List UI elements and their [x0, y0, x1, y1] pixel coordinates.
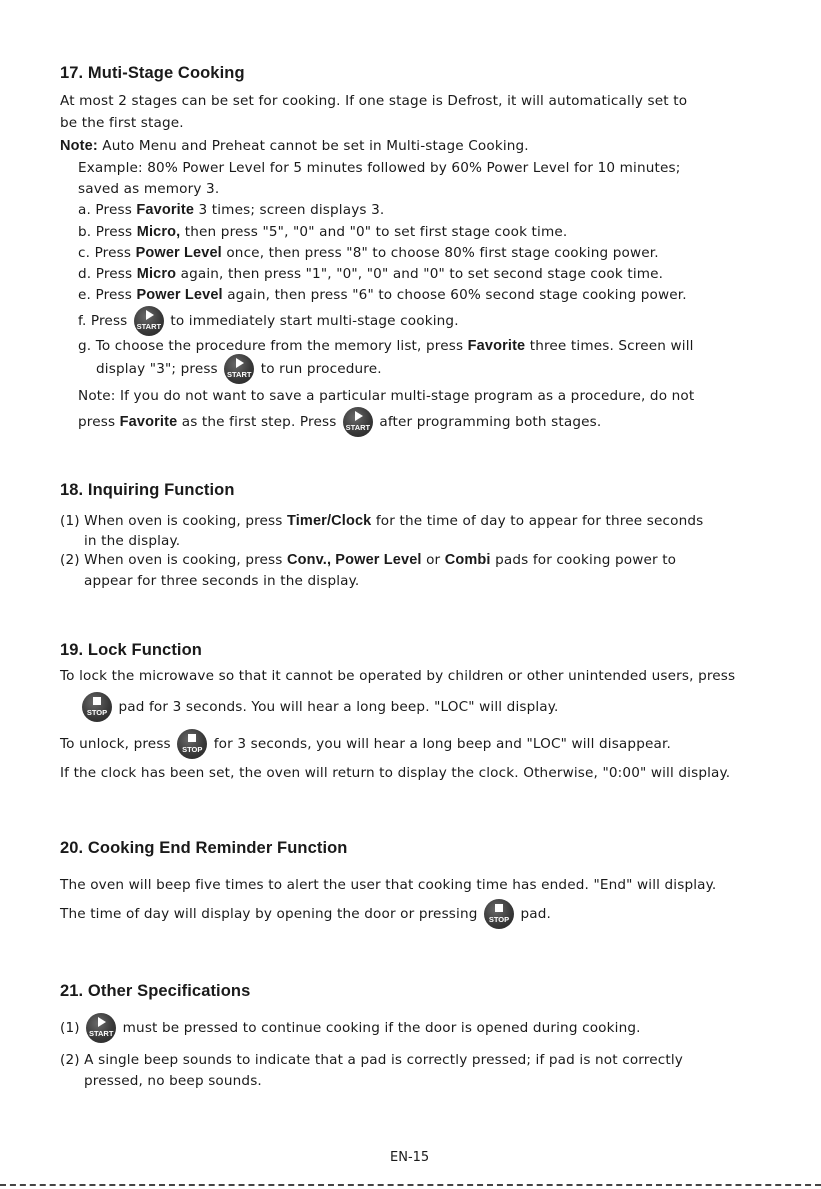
s17-step-b	[78, 224, 567, 240]
play-icon	[146, 310, 154, 320]
note-text: Auto Menu and Preheat cannot be set in Multi-stage Cooking.	[97, 138, 529, 154]
item-text: must be pressed to continue cooking if the door is opened during cooking.	[118, 1020, 641, 1036]
micro-key-label: Micro,	[136, 224, 181, 240]
step-text: to run procedure.	[256, 361, 382, 377]
step-text: 3 times; screen displays 3.	[194, 202, 385, 218]
s18-item-1-line-2: in the display.	[84, 533, 181, 549]
conv-power-level-key-label: Conv., Power Level	[287, 552, 422, 568]
start-button-icon	[86, 1013, 116, 1043]
step-text: g. To choose the procedure from the memory list, press	[78, 338, 468, 354]
s17-example-line-2: saved as memory 3.	[78, 181, 220, 197]
line-text: The time of day will display by opening the door or pressing	[60, 906, 482, 922]
step-text: d. Press	[78, 266, 137, 282]
start-button-icon	[224, 354, 254, 384]
s17-intro-line-2: be the first stage.	[60, 115, 184, 131]
start-label: START	[227, 369, 252, 379]
item-text: pads for cooking power to	[490, 552, 677, 568]
start-label: START	[345, 422, 371, 432]
s21-item-2-line-2: pressed, no beep sounds.	[84, 1073, 262, 1089]
s20-line-2	[60, 906, 551, 922]
favorite-key-label: Favorite	[467, 338, 526, 354]
line-text: pad.	[515, 906, 551, 922]
step-text: as the first step. Press	[177, 414, 341, 430]
step-text: then press "5", "0" and "0" to set first stage cook time.	[180, 224, 568, 240]
step-text: press	[78, 414, 120, 430]
section-17-heading: 17. Muti-Stage Cooking	[60, 64, 245, 82]
step-text: once, then press "8" to choose 80% first stage cooking power.	[221, 245, 659, 261]
s17-step-a	[78, 202, 384, 218]
stop-label: STOP	[86, 707, 108, 717]
item-text: or	[421, 552, 445, 568]
s20-line-1: The oven will beep five times to alert the user that cooking time has ended. "End" will display.	[60, 877, 717, 893]
s17-step-f	[78, 313, 459, 329]
step-text: e. Press	[78, 287, 137, 303]
section-18-heading: 18. Inquiring Function	[60, 481, 235, 499]
stop-label: STOP	[488, 914, 510, 924]
stop-button-icon	[484, 899, 514, 929]
note-label: Note:	[60, 138, 98, 154]
s19-line-2	[84, 699, 559, 715]
stop-button-icon	[82, 692, 112, 722]
step-text: after programming both stages.	[374, 414, 602, 430]
stop-button-icon	[177, 729, 207, 759]
stop-label: STOP	[182, 744, 203, 754]
line-text: To unlock, press	[60, 736, 176, 752]
step-text: display "3"; press	[96, 361, 223, 377]
s18-item-2-line-2: appear for three seconds in the display.	[84, 573, 360, 589]
combi-key-label: Combi	[444, 552, 491, 568]
s17-step-d	[78, 266, 663, 282]
timer-clock-key-label: Timer/Clock	[287, 513, 372, 529]
item-text: (1) When oven is cooking, press	[60, 513, 287, 529]
section-19-heading: 19. Lock Function	[60, 641, 202, 659]
bottom-divider	[0, 1184, 821, 1186]
start-button-icon	[134, 306, 164, 336]
stop-square-icon	[93, 697, 101, 705]
favorite-key-label: Favorite	[136, 202, 195, 218]
s17-note	[60, 138, 529, 154]
power-level-key-label: Power Level	[135, 245, 222, 261]
s19-line-4: If the clock has been set, the oven will return to display the clock. Otherwise, "0:00" will display.	[60, 765, 731, 781]
step-text: again, then press "1", "0", "0" and "0" to set second stage cook time.	[176, 266, 664, 282]
section-20-heading: 20. Cooking End Reminder Function	[60, 839, 348, 857]
micro-key-label: Micro	[136, 266, 177, 282]
play-icon	[236, 358, 244, 368]
page-number: EN-15	[390, 1150, 430, 1165]
favorite-key-label: Favorite	[119, 414, 178, 430]
power-level-key-label: Power Level	[136, 287, 223, 303]
line-text: pad for 3 seconds. You will hear a long beep. "LOC" will display.	[114, 699, 559, 715]
s17-example-line-1: Example: 80% Power Level for 5 minutes followed by 60% Power Level for 10 minutes;	[78, 160, 681, 176]
start-label: START	[88, 1028, 114, 1038]
s17-note-2-line-2	[78, 414, 601, 430]
step-text: a. Press	[78, 202, 137, 218]
start-button-icon	[343, 407, 373, 437]
play-icon	[355, 411, 363, 421]
stop-square-icon	[188, 734, 196, 742]
s18-item-1	[60, 513, 703, 529]
play-icon	[98, 1017, 106, 1027]
s19-line-1: To lock the microwave so that it cannot be operated by children or other unintended users, press	[60, 668, 736, 684]
s17-note-2-line-1: Note: If you do not want to save a particular multi-stage program as a procedure, do not	[78, 388, 695, 404]
start-label: START	[136, 321, 162, 331]
s19-line-3	[60, 736, 671, 752]
step-text: to immediately start multi-stage cooking.	[165, 313, 459, 329]
s17-step-c	[78, 245, 659, 261]
stop-square-icon	[495, 904, 503, 912]
s17-step-e	[78, 287, 687, 303]
s17-step-g-line-2	[96, 361, 382, 377]
section-21-heading: 21. Other Specifications	[60, 982, 251, 1000]
step-text: b. Press	[78, 224, 137, 240]
s17-step-g	[78, 338, 694, 354]
item-text: for the time of day to appear for three seconds	[371, 513, 704, 529]
line-text: for 3 seconds, you will hear a long beep and "LOC" will disappear.	[209, 736, 671, 752]
step-text: three times. Screen will	[525, 338, 694, 354]
step-text: again, then press "6" to choose 60% second stage cooking power.	[222, 287, 687, 303]
step-text: c. Press	[78, 245, 136, 261]
s17-intro-line-1: At most 2 stages can be set for cooking. If one stage is Defrost, it will automatically set to	[60, 93, 688, 109]
item-text: (2) When oven is cooking, press	[60, 552, 287, 568]
s21-item-1	[60, 1020, 641, 1036]
step-text: f. Press	[78, 313, 132, 329]
s21-item-2: (2) A single beep sounds to indicate that a pad is correctly pressed; if pad is not correctly	[60, 1052, 683, 1068]
s18-item-2	[60, 552, 676, 568]
item-text: (1)	[60, 1020, 85, 1036]
